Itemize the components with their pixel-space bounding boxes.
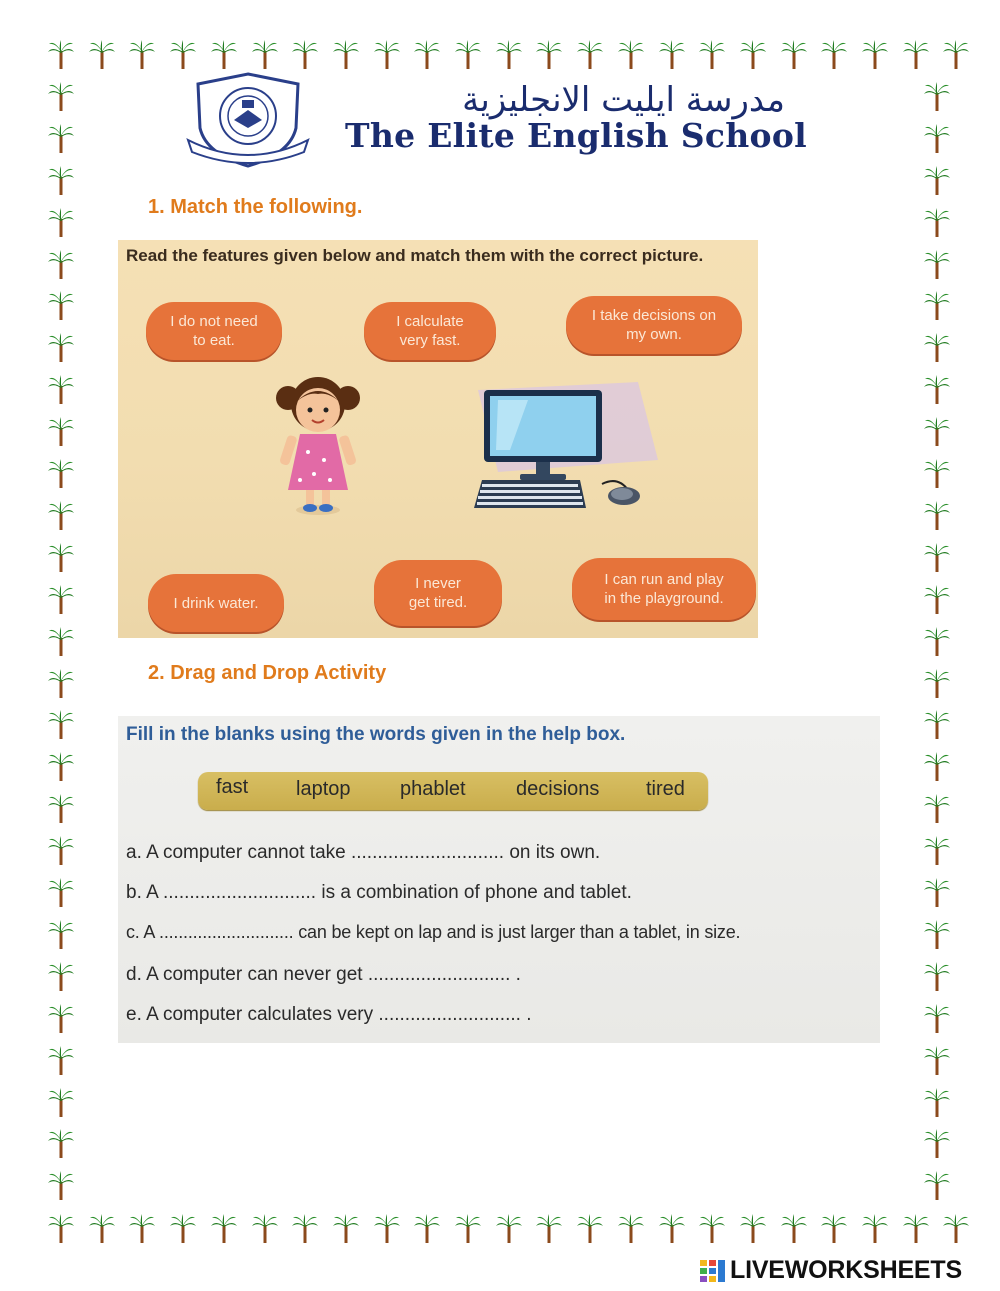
- palm-tree-icon: [333, 40, 359, 70]
- palm-tree-icon: [924, 417, 950, 447]
- palm-tree-icon: [699, 40, 725, 70]
- palm-tree-icon: [48, 669, 74, 699]
- palm-tree-icon: [48, 710, 74, 740]
- feature-bubble[interactable]: [566, 296, 742, 354]
- palm-tree-icon: [48, 627, 74, 657]
- palm-tree-icon: [924, 250, 950, 280]
- palm-tree-icon: [252, 40, 278, 70]
- palm-tree-icon: [48, 166, 74, 196]
- palm-tree-icon: [659, 1214, 685, 1244]
- palm-tree-icon: [48, 1214, 74, 1244]
- palm-tree-icon: [536, 1214, 562, 1244]
- palm-tree-icon: [924, 501, 950, 531]
- computer-illustration: [458, 380, 668, 520]
- palm-tree-icon: [821, 40, 847, 70]
- palm-tree-icon: [48, 82, 74, 112]
- palm-tree-icon: [924, 710, 950, 740]
- sentence-d[interactable]: d. A computer can never get ........................... .: [126, 964, 521, 985]
- palm-tree-icon: [48, 124, 74, 154]
- help-box: [198, 772, 708, 810]
- palm-tree-icon: [170, 1214, 196, 1244]
- palm-tree-icon: [924, 124, 950, 154]
- palm-tree-icon: [740, 40, 766, 70]
- sentence-a[interactable]: a. A computer cannot take ............................. on its own.: [126, 842, 601, 863]
- palm-tree-icon: [48, 543, 74, 573]
- fill-instruction: Fill in the blanks using the words given in the help box.: [126, 724, 626, 745]
- feature-bubble[interactable]: [146, 302, 282, 360]
- palm-tree-icon: [48, 40, 74, 70]
- school-name: The Elite English School: [345, 116, 808, 155]
- palm-tree-icon: [333, 1214, 359, 1244]
- palm-tree-icon: [89, 1214, 115, 1244]
- palm-tree-icon: [862, 40, 888, 70]
- palm-tree-icon: [659, 40, 685, 70]
- palm-tree-icon: [924, 920, 950, 950]
- palm-tree-icon: [943, 40, 969, 70]
- question-2-title: 2. Drag and Drop Activity: [148, 662, 387, 684]
- sentence-e[interactable]: e. A computer calculates very ........................... .: [126, 1004, 532, 1025]
- palm-tree-icon: [211, 40, 237, 70]
- palm-tree-icon: [48, 333, 74, 363]
- palm-tree-icon: [699, 1214, 725, 1244]
- palm-tree-icon: [48, 1088, 74, 1118]
- palm-tree-icon: [48, 836, 74, 866]
- palm-tree-icon: [48, 878, 74, 908]
- bubble-text: my own.: [626, 326, 682, 343]
- palm-tree-icon: [496, 1214, 522, 1244]
- bubble-text: get tired.: [408, 594, 468, 611]
- palm-tree-icon: [924, 585, 950, 615]
- feature-bubble[interactable]: [364, 302, 496, 360]
- palm-tree-icon: [924, 82, 950, 112]
- palm-tree-icon: [924, 459, 950, 489]
- fill-in-blanks-image: [118, 716, 880, 1043]
- palm-tree-icon: [48, 920, 74, 950]
- palm-tree-icon: [924, 1046, 950, 1076]
- palm-tree-icon: [211, 1214, 237, 1244]
- palm-tree-icon: [924, 543, 950, 573]
- bubble-text: to eat.: [193, 332, 235, 349]
- palm-tree-icon: [455, 1214, 481, 1244]
- palm-tree-icon: [374, 1214, 400, 1244]
- palm-tree-icon: [924, 836, 950, 866]
- palm-tree-icon: [781, 40, 807, 70]
- palm-tree-icon: [374, 40, 400, 70]
- palm-tree-icon: [577, 1214, 603, 1244]
- palm-tree-icon: [48, 1129, 74, 1159]
- palm-tree-icon: [781, 1214, 807, 1244]
- palm-tree-icon: [862, 1214, 888, 1244]
- liveworksheets-logo-icon: [700, 1260, 726, 1282]
- feature-bubble[interactable]: [148, 574, 284, 632]
- feature-bubble[interactable]: [374, 560, 502, 626]
- palm-tree-icon: [48, 752, 74, 782]
- sentence-b[interactable]: b. A ............................. is a combination of phone and tablet.: [126, 882, 632, 903]
- palm-tree-icon: [943, 1214, 969, 1244]
- bubble-text: I do not need: [170, 313, 258, 330]
- palm-tree-icon: [48, 585, 74, 615]
- palm-tree-icon: [48, 208, 74, 238]
- palm-tree-icon: [292, 1214, 318, 1244]
- palm-tree-icon: [455, 40, 481, 70]
- sentence-c[interactable]: c. A ............................ can be kept on lap and is just larger than a tablet, in size.: [126, 922, 741, 942]
- palm-tree-icon: [48, 962, 74, 992]
- palm-tree-icon: [740, 1214, 766, 1244]
- palm-tree-icon: [924, 1004, 950, 1034]
- palm-tree-icon: [924, 208, 950, 238]
- bubble-text: in the playground.: [604, 590, 724, 607]
- bubble-text: I never: [415, 575, 461, 592]
- palm-tree-icon: [924, 166, 950, 196]
- palm-tree-icon: [496, 40, 522, 70]
- palm-tree-icon: [48, 1046, 74, 1076]
- palm-tree-icon: [48, 501, 74, 531]
- palm-tree-icon: [129, 1214, 155, 1244]
- matching-worksheet-image: [118, 240, 758, 638]
- palm-tree-icon: [924, 1129, 950, 1159]
- palm-tree-icon: [252, 1214, 278, 1244]
- palm-tree-icon: [414, 40, 440, 70]
- palm-tree-icon: [48, 417, 74, 447]
- palm-tree-icon: [292, 40, 318, 70]
- school-name-arabic: مدرسة ايليت الانجليزية: [462, 80, 785, 120]
- palm-tree-icon: [924, 1088, 950, 1118]
- palm-tree-icon: [903, 40, 929, 70]
- palm-tree-icon: [821, 1214, 847, 1244]
- liveworksheets-brand[interactable]: [700, 1256, 996, 1284]
- palm-tree-icon: [48, 1004, 74, 1034]
- palm-tree-icon: [577, 40, 603, 70]
- palm-tree-icon: [170, 40, 196, 70]
- palm-tree-icon: [924, 752, 950, 782]
- school-crest-logo: [186, 70, 310, 170]
- palm-tree-icon: [924, 669, 950, 699]
- bubble-text: I calculate: [396, 313, 464, 330]
- bubble-text: I drink water.: [173, 594, 259, 612]
- palm-tree-icon: [924, 333, 950, 363]
- palm-tree-icon: [414, 1214, 440, 1244]
- palm-tree-icon: [48, 459, 74, 489]
- palm-tree-icon: [924, 878, 950, 908]
- palm-tree-icon: [924, 1171, 950, 1201]
- palm-tree-icon: [924, 794, 950, 824]
- palm-tree-icon: [48, 1171, 74, 1201]
- palm-tree-icon: [129, 40, 155, 70]
- palm-tree-icon: [48, 375, 74, 405]
- palm-tree-icon: [48, 291, 74, 321]
- palm-tree-icon: [89, 40, 115, 70]
- bubble-text: I can run and play: [604, 571, 724, 588]
- question-1-title: 1. Match the following.: [148, 196, 363, 218]
- help-word[interactable]: tired: [646, 778, 685, 800]
- palm-tree-icon: [924, 375, 950, 405]
- palm-tree-icon: [924, 962, 950, 992]
- bubble-text: I take decisions on: [591, 307, 717, 324]
- help-word[interactable]: decisions: [516, 778, 600, 800]
- brand-name: LIVEWORKSHEETS: [730, 1256, 962, 1284]
- girl-illustration: [268, 368, 368, 516]
- help-word[interactable]: phablet: [400, 778, 466, 800]
- palm-tree-icon: [48, 250, 74, 280]
- help-word[interactable]: fast: [216, 776, 249, 798]
- palm-tree-icon: [618, 40, 644, 70]
- matching-instruction: Read the features given below and match them with the correct picture.: [126, 246, 704, 265]
- palm-tree-icon: [924, 627, 950, 657]
- bubble-text: very fast.: [399, 332, 461, 349]
- help-word[interactable]: laptop: [296, 778, 351, 800]
- palm-tree-icon: [48, 794, 74, 824]
- feature-bubble[interactable]: [572, 558, 756, 620]
- palm-tree-icon: [903, 1214, 929, 1244]
- palm-tree-icon: [924, 291, 950, 321]
- palm-tree-icon: [618, 1214, 644, 1244]
- palm-tree-icon: [536, 40, 562, 70]
